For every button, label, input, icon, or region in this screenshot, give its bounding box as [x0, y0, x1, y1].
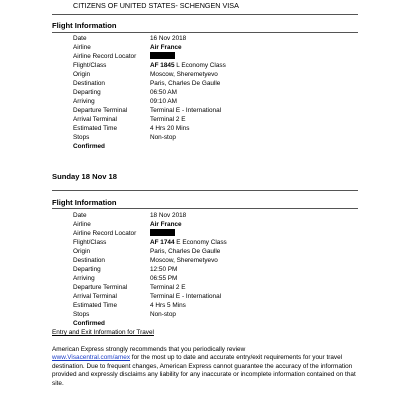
row-flight-class: Flight/Class AF 1744 E Economy Class: [73, 239, 227, 246]
row-record-locator: Airline Record Locator: [73, 229, 358, 238]
row-departure-terminal: Departure Terminal Terminal E - International: [73, 107, 222, 114]
visacentral-link[interactable]: www.Visacentral.com/amex: [52, 354, 131, 362]
row-date: Date 18 Nov 2018: [73, 212, 187, 219]
row-destination: Destination Moscow, Sheremetyevo: [73, 257, 218, 264]
row-origin: Origin Paris, Charles De Gaulle: [73, 248, 221, 255]
status-confirmed: Confirmed: [73, 320, 105, 327]
section-divider: [52, 14, 358, 15]
row-record-locator: Airline Record Locator: [73, 52, 358, 61]
row-origin: Origin Moscow, Sheremetyevo: [73, 71, 218, 78]
row-departing: Departing 06:50 AM: [73, 89, 178, 96]
row-airline: Airline Air France: [73, 44, 182, 51]
row-stops: Stops Non-stop: [73, 134, 176, 141]
row-estimated-time: Estimated Time 4 Hrs 20 Mins: [73, 125, 190, 132]
row-estimated-time: Estimated Time 4 Hrs 5 Mins: [73, 302, 186, 309]
section-divider: [52, 190, 358, 191]
redacted-locator: [150, 52, 175, 59]
entry-exit-link[interactable]: Entry and Exit Information for Travel: [52, 329, 154, 336]
redacted-locator: [150, 229, 175, 236]
section-divider: [52, 208, 358, 209]
row-departing: Departing 12:50 PM: [73, 266, 178, 273]
flight-info-heading-2: Flight Information: [52, 198, 117, 207]
row-departure-terminal: Departure Terminal Terminal 2 E: [73, 284, 186, 291]
row-airline: Airline Air France: [73, 221, 182, 228]
day-heading: Sunday 18 Nov 18: [52, 172, 117, 181]
row-flight-class: Flight/Class AF 1845 L Economy Class: [73, 62, 226, 69]
row-arrival-terminal: Arrival Terminal Terminal 2 E: [73, 116, 186, 123]
row-destination: Destination Paris, Charles De Gaulle: [73, 80, 221, 87]
row-stops: Stops Non-stop: [73, 311, 176, 318]
amex-notice: American Express strongly recommends that you periodically review www.Visacentral.com/amex for the most up to date and accurate entry/exit requirements for your travel destination. Due to frequent changes, American Express cannot guarantee the accuracy of the information provided and expressly disclaims any liability for any inaccurate or incomplete information contained on that site.: [52, 346, 356, 387]
row-arriving: Arriving 09:10 AM: [73, 98, 178, 105]
row-arrival-terminal: Arrival Terminal Terminal E - International: [73, 293, 222, 300]
status-confirmed: Confirmed: [73, 143, 105, 150]
flight-info-heading-1: Flight Information: [52, 21, 117, 30]
visa-title: CITIZENS OF UNITED STATES- SCHENGEN VISA: [73, 1, 239, 10]
section-divider: [52, 32, 358, 33]
row-arriving: Arriving 06:55 PM: [73, 275, 178, 282]
row-date: Date 16 Nov 2018: [73, 35, 187, 42]
